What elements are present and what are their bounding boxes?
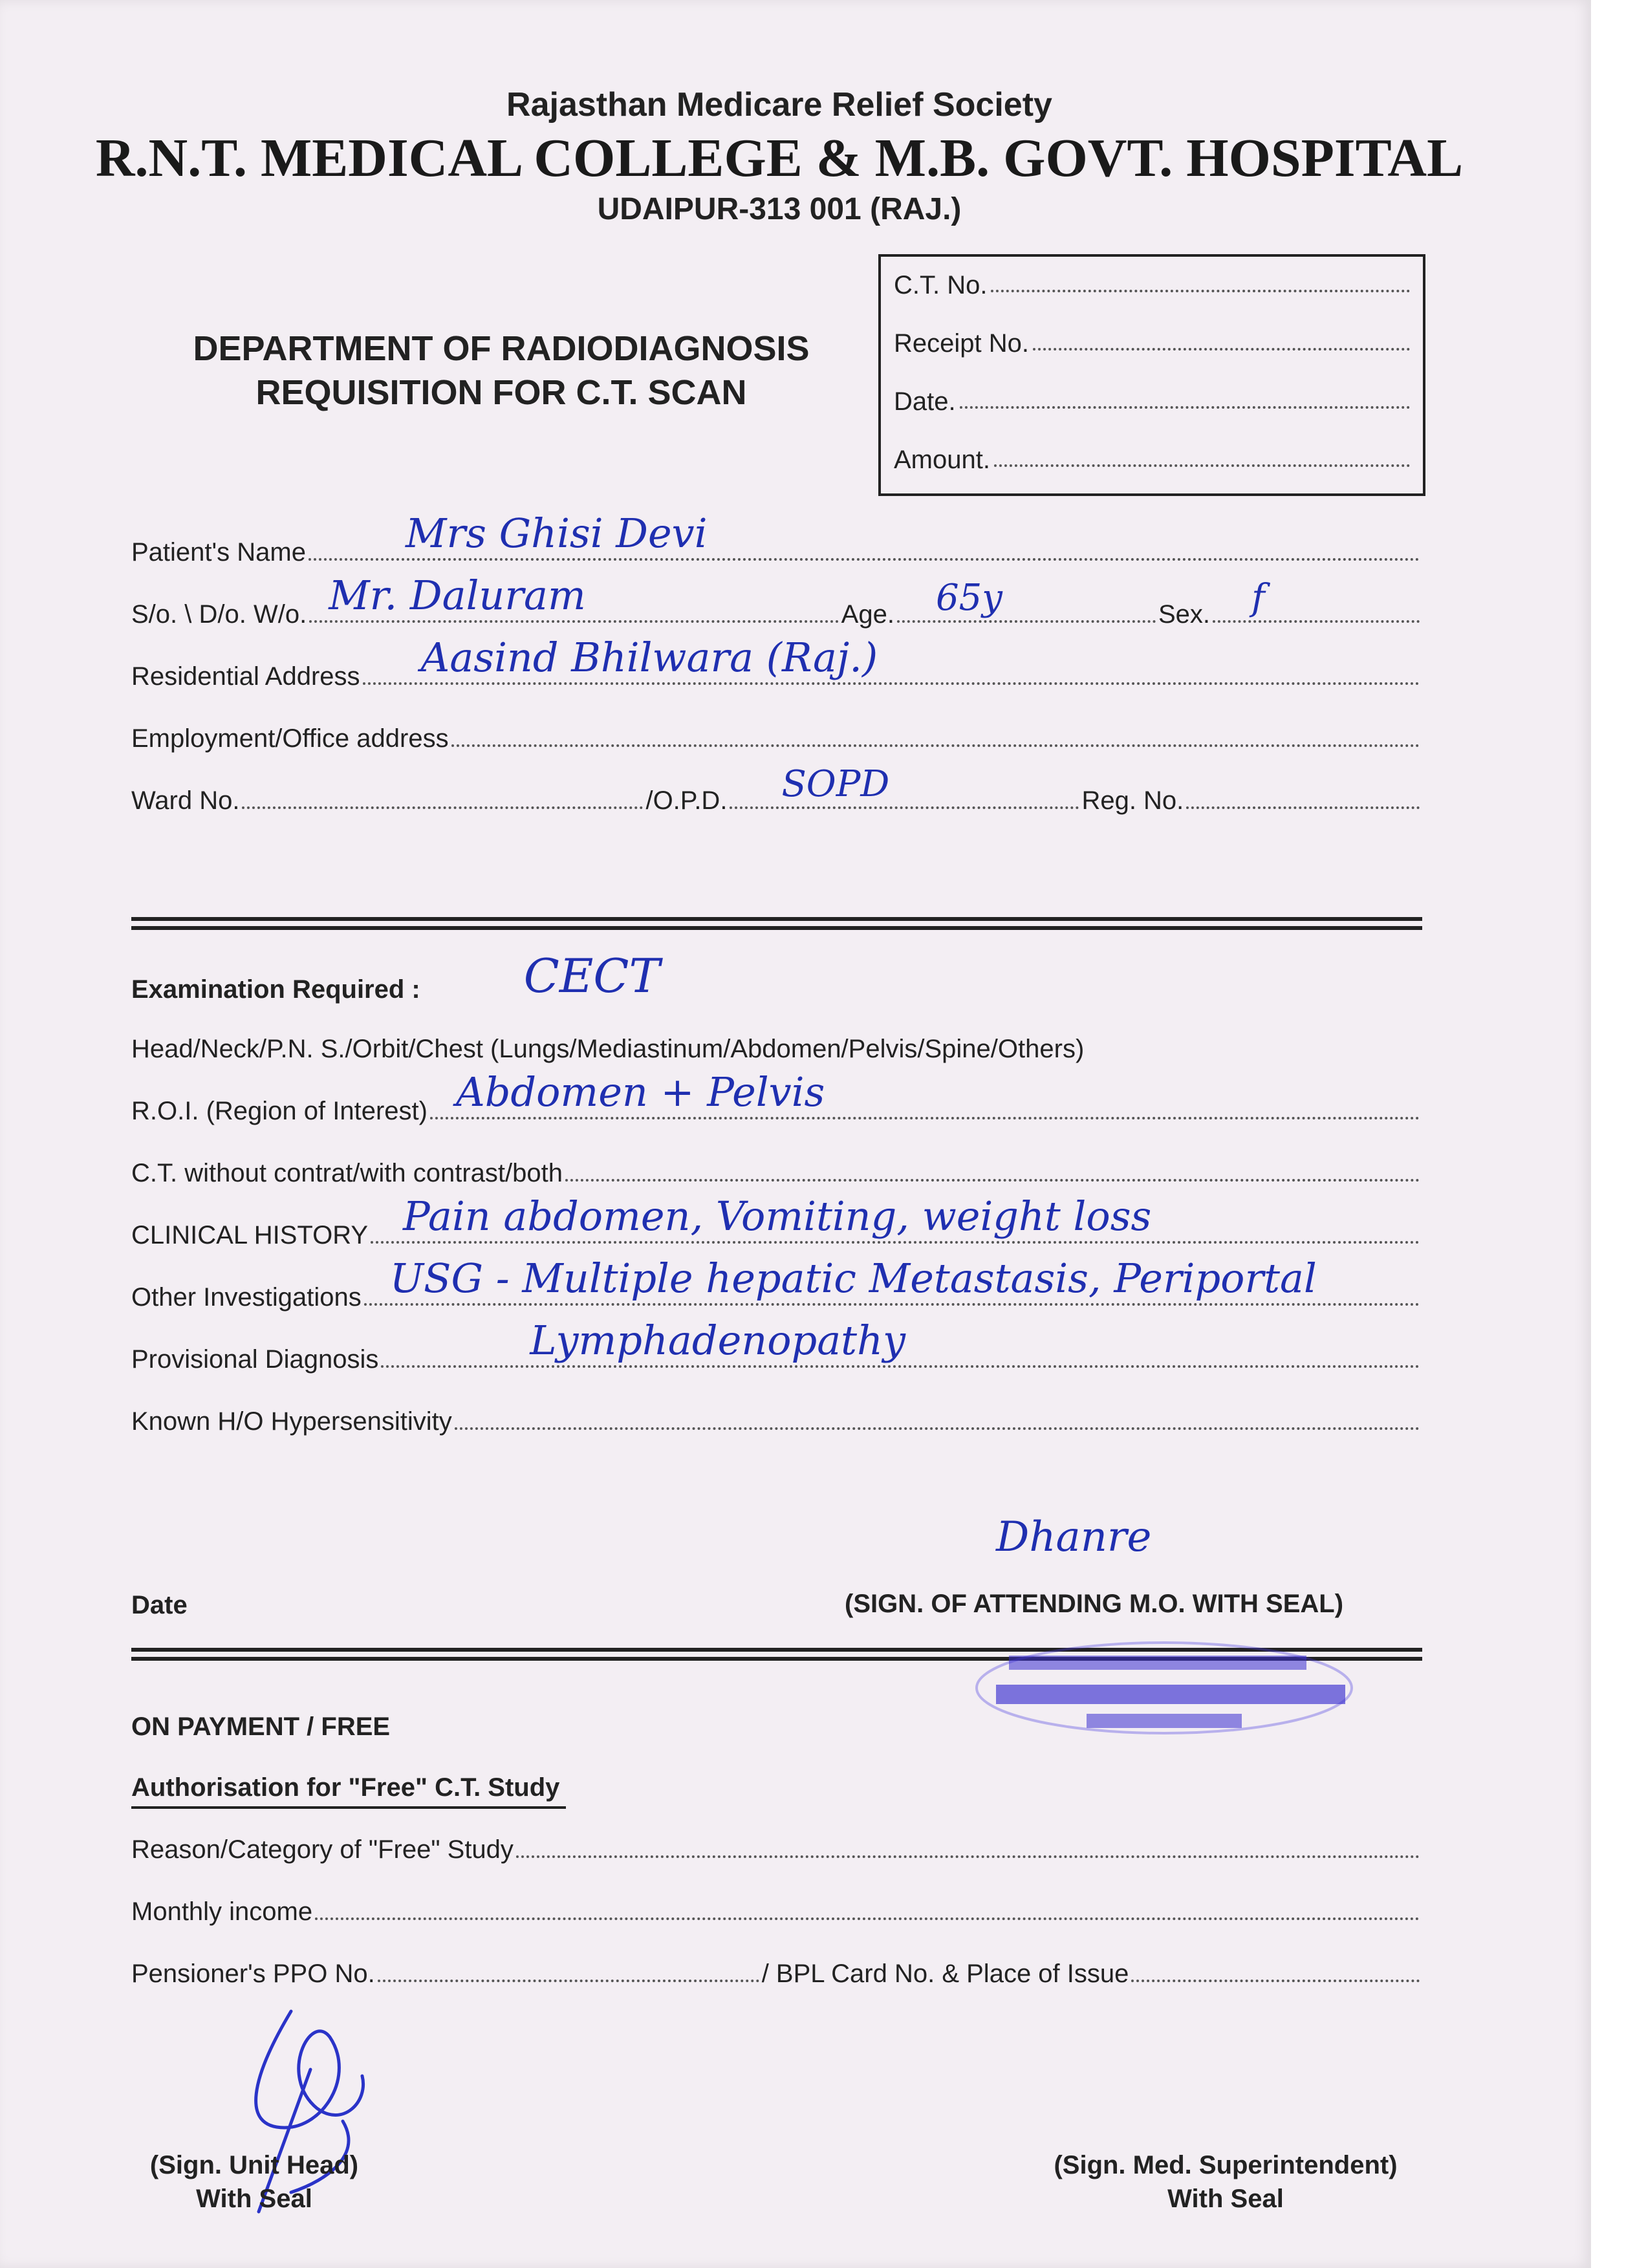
relation-label: S/o. \ D/o. W/o. — [131, 600, 307, 629]
patient-name-row — [131, 510, 1422, 567]
city-line: UDAIPUR-313 001 (RAJ.) — [597, 192, 962, 226]
contrast-field[interactable] — [565, 1179, 1420, 1182]
superintendent-seal-label: With Seal — [1167, 2185, 1284, 2213]
hypersensitivity-label: Known H/O Hypersensitivity — [131, 1407, 452, 1436]
relation-field[interactable] — [309, 572, 838, 623]
address-row — [131, 634, 1422, 691]
ppo-row — [131, 1960, 1422, 1989]
amount-field[interactable] — [994, 446, 1410, 467]
employment-row — [131, 724, 1422, 753]
roi-row — [131, 1068, 1422, 1126]
income-label: Monthly income — [131, 1897, 313, 1926]
box-date-label: Date. — [894, 387, 956, 416]
opd-field[interactable] — [730, 763, 1079, 809]
attending-sign-label: (SIGN. OF ATTENDING M.O. WITH SEAL) — [845, 1590, 1344, 1618]
free-authorisation-title: Authorisation for "Free" C.T. Study — [131, 1773, 566, 1809]
employment-label: Employment/Office address — [131, 724, 449, 753]
regions-row — [131, 1035, 1422, 1064]
amount-row — [894, 446, 1410, 475]
other-investigations-value: USG - Multiple hepatic Metastasis, Periportal — [389, 1255, 1317, 1302]
provisional-diagnosis-label: Provisional Diagnosis — [131, 1345, 379, 1374]
history-value: Pain abdomen, Vomiting, weight loss — [403, 1193, 1152, 1240]
history-row — [131, 1193, 1422, 1250]
department-title: DEPARTMENT OF RADIODIAGNOSIS — [193, 329, 810, 368]
requisition-title: REQUISITION FOR C.T. SCAN — [255, 373, 747, 412]
sex-label: Sex. — [1158, 600, 1210, 629]
employment-field[interactable] — [451, 744, 1420, 747]
roi-field[interactable] — [430, 1068, 1420, 1119]
box-date-row — [894, 387, 1410, 416]
hypersensitivity-field[interactable] — [455, 1427, 1420, 1430]
attending-date-label: Date — [131, 1591, 188, 1619]
history-label: CLINICAL HISTORY — [131, 1221, 369, 1249]
college-name: R.N.T. MEDICAL COLLEGE & M.B. GOVT. HOSPITAL — [95, 128, 1464, 188]
reg-label: Reg. No. — [1081, 786, 1184, 815]
reason-label: Reason/Category of "Free" Study — [131, 1835, 514, 1864]
ct-no-field[interactable] — [991, 271, 1410, 292]
reason-field[interactable] — [516, 1855, 1420, 1858]
provisional-diagnosis-value: Lymphadenopathy — [530, 1317, 906, 1364]
history-field[interactable] — [371, 1193, 1420, 1244]
income-field[interactable] — [315, 1917, 1420, 1920]
contrast-label: C.T. without contrat/with contrast/both — [131, 1159, 563, 1187]
ward-row — [131, 763, 1422, 815]
hospital-seal-stamp — [970, 1630, 1371, 1759]
ct-no-row — [894, 271, 1410, 300]
box-date-field[interactable] — [960, 387, 1410, 409]
amount-label: Amount. — [894, 446, 990, 474]
age-value: 65y — [935, 577, 1002, 619]
address-value: Aasind Bhilwara (Raj.) — [420, 634, 878, 681]
age-label: Age. — [841, 600, 894, 629]
unit-head-sign-label: (Sign. Unit Head) — [149, 2151, 359, 2179]
ppo-label: Pensioner's PPO No. — [131, 1960, 375, 1988]
section-divider — [131, 917, 1422, 930]
reg-field[interactable] — [1186, 806, 1420, 809]
address-label: Residential Address — [131, 662, 360, 691]
contrast-row — [131, 1159, 1422, 1188]
opd-value: SOPD — [781, 763, 890, 805]
superintendent-sign-label: (Sign. Med. Superintendent) — [1054, 2151, 1398, 2179]
reason-row — [131, 1835, 1422, 1864]
patient-name-label: Patient's Name — [131, 538, 306, 567]
payment-title: ON PAYMENT / FREE — [131, 1712, 391, 1741]
other-investigations-row — [131, 1255, 1422, 1312]
income-row — [131, 1897, 1422, 1927]
address-field[interactable] — [363, 634, 1420, 685]
exam-required-label: Examination Required : — [131, 975, 420, 1004]
attending-signature: Dhanre — [996, 1513, 1152, 1561]
ct-no-label: C.T. No. — [894, 271, 988, 299]
roi-value: Abdomen + Pelvis — [455, 1068, 825, 1116]
provisional-diagnosis-field[interactable] — [381, 1317, 1420, 1368]
ppo-field[interactable] — [378, 1980, 759, 1982]
receipt-no-row — [894, 329, 1410, 358]
relation-value: Mr. Daluram — [329, 572, 586, 619]
relation-row — [131, 572, 1422, 629]
provisional-diagnosis-row — [131, 1317, 1422, 1374]
unit-head-seal-label: With Seal — [196, 2185, 312, 2213]
opd-label: /O.P.D. — [645, 786, 728, 815]
ward-label: Ward No. — [131, 786, 240, 815]
sex-field[interactable] — [1213, 577, 1420, 623]
receipt-no-field[interactable] — [1033, 329, 1410, 351]
age-field[interactable] — [897, 577, 1156, 623]
receipt-no-label: Receipt No. — [894, 329, 1029, 358]
exam-required-row — [131, 949, 1422, 1004]
office-use-box — [878, 254, 1425, 496]
exam-required-field[interactable] — [420, 949, 1422, 1004]
society-name: Rajasthan Medicare Relief Society — [506, 86, 1052, 124]
sex-value: f — [1251, 577, 1265, 619]
other-investigations-field[interactable] — [364, 1255, 1420, 1306]
roi-label: R.O.I. (Region of Interest) — [131, 1097, 428, 1125]
regions-text: Head/Neck/P.N. S./Orbit/Chest (Lungs/Mediastinum/Abdomen/Pelvis/Spine/Others) — [131, 1035, 1085, 1063]
hypersensitivity-row — [131, 1407, 1422, 1436]
other-investigations-label: Other Investigations — [131, 1283, 362, 1312]
ward-field[interactable] — [242, 806, 643, 809]
bpl-field[interactable] — [1131, 1980, 1420, 1982]
bpl-label: / BPL Card No. & Place of Issue — [761, 1960, 1129, 1988]
patient-name-field[interactable] — [309, 510, 1420, 561]
exam-required-value: CECT — [523, 949, 660, 1003]
patient-name-value: Mrs Ghisi Devi — [405, 510, 708, 557]
